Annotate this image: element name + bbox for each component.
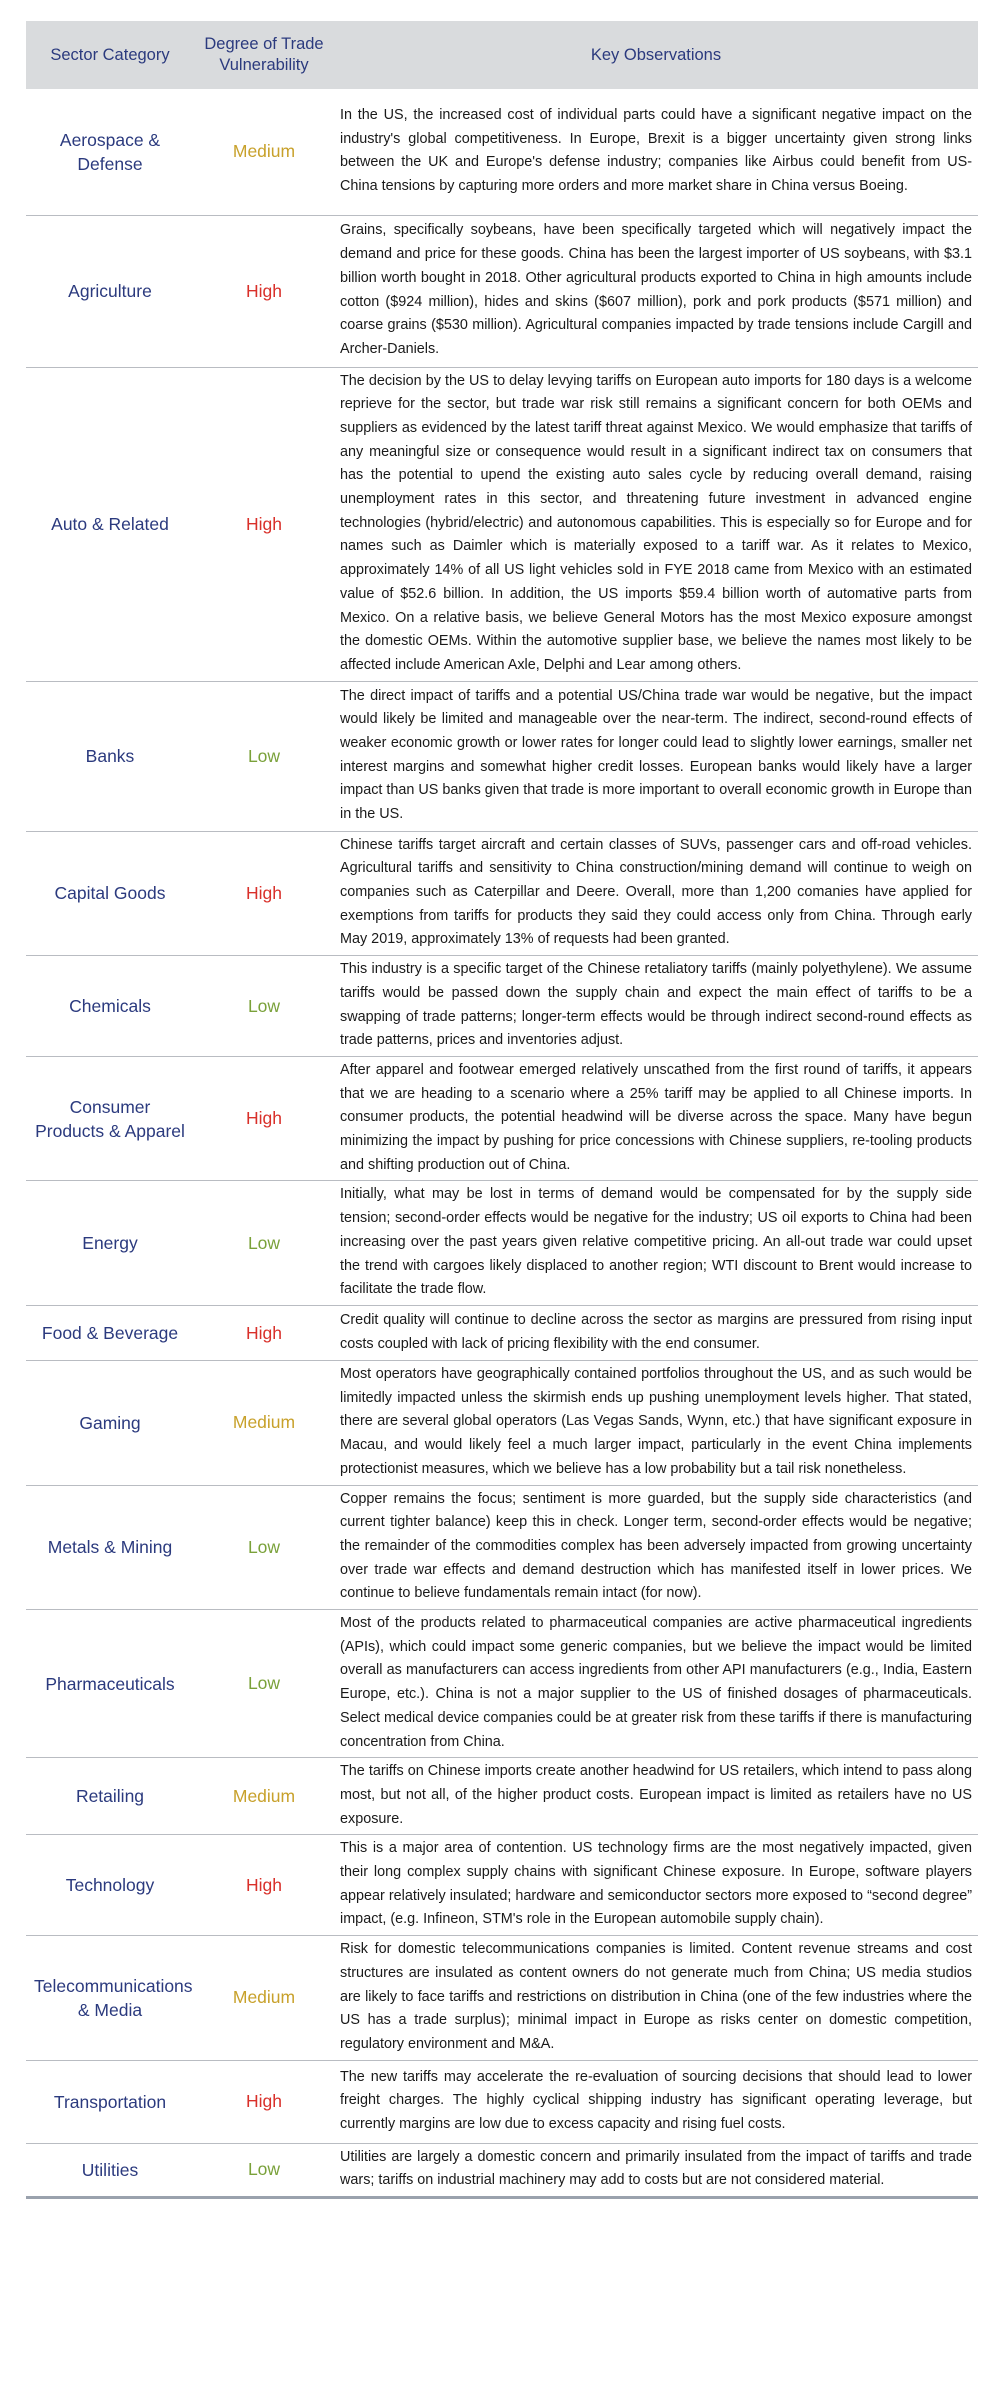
table-row [26, 2060, 978, 2143]
sector-name: Technology [26, 1835, 194, 1936]
key-observations-text: In the US, the increased cost of individual parts could have a significant negative impact on the industry's global competitiveness. In Europe, Brexit is a bigger uncertainty given strong links between the UK and Europe's defense industry; companies like Airbus could benefit from US-China tensions by capturing more orders and more market share in China versus Boeing. [334, 89, 978, 215]
table-row [26, 2143, 978, 2197]
vulnerability-level: High [194, 1306, 334, 1361]
sector-name: Agriculture [26, 215, 194, 367]
vulnerability-level: High [194, 215, 334, 367]
key-observations-text: This is a major area of contention. US technology firms are the most negatively impacted, given their long complex supply chains with significant Chinese exposure. In Europe, software players appear relatively insulated; hardware and semiconductor sectors more exposed to “second degree” impact, (e.g. Infineon, STM's role in the European automobile supply chain). [334, 1835, 978, 1936]
sector-vulnerability-table [26, 21, 978, 2199]
vulnerability-level: High [194, 831, 334, 956]
key-observations-text: The decision by the US to delay levying tariffs on European auto imports for 180 days is a welcome reprieve for the sector, but trade war risk still remains a significant concern for both OEMs and suppliers as evidenced by the latest tariff threat against Mexico. We would emphasize that tariffs of any meaningful size or consequence would result in a significant indirect tax on consumers that has the potential to upend the existing auto sales cycle by reducing overall demand, raising unemployment rates in this sector, and threatening future investment in advanced engine technologies (hybrid/electric) and autonomous capabilities. This is especially so for Europe and for names such as Daimler which is materially exposed to a tariff war. As it relates to Mexico, approximately 14% of all US light vehicles sold in FYE 2018 came from Mexico with an estimated value of $52.6 billion. In addition, the US imports $59.4 billion worth of automative parts from Mexico. On a relative basis, we believe General Motors has the most Mexico exposure amongst the domestic OEMs. Within the automotive supplier base, we believe the names most likely to be affected include American Axle, Delphi and Lear among others. [334, 367, 978, 681]
key-observations-text: The direct impact of tariffs and a potential US/China trade war would be negative, but the impact would likely be limited and manageable over the near-term. The indirect, second-round effects of weaker economic growth or lower rates for longer could lead to slightly lower earnings, smaller net interest margins and somewhat higher credit losses. European banks would likely have a larger impact than US banks given that trade is more important to overall economic growth in Europe than in the US. [334, 681, 978, 831]
sector-name: Energy [26, 1181, 194, 1306]
vulnerability-level: High [194, 1056, 334, 1181]
table-row [26, 1181, 978, 1306]
key-observations-text: Risk for domestic telecommunications companies is limited. Content revenue streams and cost structures are insulated as content owners do not generate much from China; US media studios are likely to face tariffs and restrictions on distribution in China (one of the few industries where the US has a trade surplus); minimal impact in Europe as risks center on domestic competition, regulatory environment and M&A. [334, 1936, 978, 2061]
sector-name: Pharmaceuticals [26, 1610, 194, 1758]
key-observations-text: This industry is a specific target of the Chinese retaliatory tariffs (mainly polyethylene). We assume tariffs would be passed down the supply chain and expect the main effect of tariffs to be a swapping of trade patterns; longer-term effects would be through indirect second-round effects as trade patterns, prices and inventories adjust. [334, 956, 978, 1057]
sector-name: Metals & Mining [26, 1485, 194, 1610]
header-sector-category: Sector Category [26, 21, 194, 89]
table-header-row [26, 21, 978, 89]
table-body [26, 89, 978, 2198]
table-row [26, 956, 978, 1057]
sector-name: Transportation [26, 2060, 194, 2143]
header-key-observations: Key Observations [334, 21, 978, 89]
header-trade-vulnerability: Degree of Trade Vulnerability [194, 21, 334, 89]
sector-name: Auto & Related [26, 367, 194, 681]
vulnerability-level: Low [194, 1485, 334, 1610]
table-row [26, 367, 978, 681]
vulnerability-level: Medium [194, 1758, 334, 1835]
table-row [26, 1361, 978, 1486]
table-row [26, 89, 978, 215]
vulnerability-level: Low [194, 956, 334, 1057]
sector-name: Utilities [26, 2143, 194, 2197]
sector-name: Food & Beverage [26, 1306, 194, 1361]
sector-name: Gaming [26, 1361, 194, 1486]
sector-name: Chemicals [26, 956, 194, 1057]
key-observations-text: Most operators have geographically contained portfolios throughout the US, and as such would be limitedly impacted unless the skirmish ends up pushing unemployment levels higher. That stated, there are several global operators (Las Vegas Sands, Wynn, etc.) that have significant exposure in Macau, and would likely feel a much larger impact, particularly in the event China implements protectionist measures, which we believe has a low probability but a tail risk nonetheless. [334, 1361, 978, 1486]
key-observations-text: Chinese tariffs target aircraft and certain classes of SUVs, passenger cars and off-road vehicles. Agricultural tariffs and sensitivity to China construction/mining demand will continue to weigh on companies such as Caterpillar and Deere. Overall, more than 1,200 comanies have applied for exemptions from tariffs for products they said they could access only from China. Through early May 2019, approximately 13% of requests had been granted. [334, 831, 978, 956]
vulnerability-level: Low [194, 2143, 334, 2197]
table-row [26, 1936, 978, 2061]
sector-name: Aerospace & Defense [26, 89, 194, 215]
vulnerability-level: Low [194, 681, 334, 831]
key-observations-text: Grains, specifically soybeans, have been specifically targeted which will negatively impact the demand and price for these goods. China has been the largest importer of US soybeans, with $3.1 billion worth bought in 2018. Other agricultural products exported to China in high amounts include cotton ($924 million), hides and skins ($607 million), pork and pork products ($571 million) and coarse grains ($530 million). Agricultural companies impacted by trade tensions include Cargill and Archer-Daniels. [334, 215, 978, 367]
key-observations-text: Initially, what may be lost in terms of demand would be compensated for by the supply side tension; second-order effects would be negative for the industry; US oil exports to China had been increasing over the past years given relative competitive pricing. An all-out trade war could upset the trend with cargoes likely displaced to another region; WTI discount to Brent would increase to facilitate the trade flow. [334, 1181, 978, 1306]
table-row [26, 215, 978, 367]
vulnerability-level: High [194, 1835, 334, 1936]
table-row [26, 681, 978, 831]
key-observations-text: After apparel and footwear emerged relatively unscathed from the first round of tariffs, it appears that we are heading to a scenario where a 25% tariff may be applied to all Chinese imports. In consumer products, the potential headwind will be diverse across the space. Many have begun minimizing the impact by pushing for price concessions with Chinese suppliers, re-tooling products and shifting production out of China. [334, 1056, 978, 1181]
key-observations-text: The new tariffs may accelerate the re-evaluation of sourcing decisions that should lead to lower freight charges. The highly cyclical shipping industry has significant operating leverage, but currently margins are low due to excess capacity and rising fuel costs. [334, 2060, 978, 2143]
table-row [26, 1835, 978, 1936]
vulnerability-level: High [194, 367, 334, 681]
sector-name: Consumer Products & Apparel [26, 1056, 194, 1181]
key-observations-text: Credit quality will continue to decline across the sector as margins are pressured from rising input costs coupled with lack of pricing flexibility with the end consumer. [334, 1306, 978, 1361]
table-row [26, 831, 978, 956]
sector-name: Retailing [26, 1758, 194, 1835]
key-observations-text: Copper remains the focus; sentiment is more guarded, but the supply side characteristics (and current tighter balance) keep this in check. Longer term, second-order effects would be negative; the remainder of the commodities complex has been adversely impacted from growing uncertainty over trade war effects and demand destruction which has manifested itself in lower prices. We continue to believe fundamentals remain intact (for now). [334, 1485, 978, 1610]
key-observations-text: The tariffs on Chinese imports create another headwind for US retailers, which intend to pass along most, but not all, of the higher product costs. European impact is limited as retailers have no US exposure. [334, 1758, 978, 1835]
vulnerability-level: High [194, 2060, 334, 2143]
vulnerability-level: Medium [194, 1936, 334, 2061]
table-row [26, 1485, 978, 1610]
key-observations-text: Utilities are largely a domestic concern and primarily insulated from the impact of tariffs and trade wars; tariffs on industrial machinery may add to costs but are not considered material. [334, 2143, 978, 2197]
vulnerability-level: Low [194, 1181, 334, 1306]
vulnerability-level: Medium [194, 89, 334, 215]
table-row [26, 1610, 978, 1758]
key-observations-text: Most of the products related to pharmaceutical companies are active pharmaceutical ingredients (APIs), which could impact some generic companies, but we believe the impact would be limited overall as manufacturers can access ingredients from other API manufacturers (e.g., India, Eastern Europe, etc.). China is not a major supplier to the US of finished dosages of pharmaceuticals. Select medical device companies could be at greater risk from these tariffs if there is manufacturing concentration from China. [334, 1610, 978, 1758]
vulnerability-level: Low [194, 1610, 334, 1758]
sector-name: Capital Goods [26, 831, 194, 956]
table-row [26, 1056, 978, 1181]
table-row [26, 1306, 978, 1361]
table-row [26, 1758, 978, 1835]
vulnerability-level: Medium [194, 1361, 334, 1486]
sector-name: Banks [26, 681, 194, 831]
sector-name: Telecommunications & Media [26, 1936, 194, 2061]
